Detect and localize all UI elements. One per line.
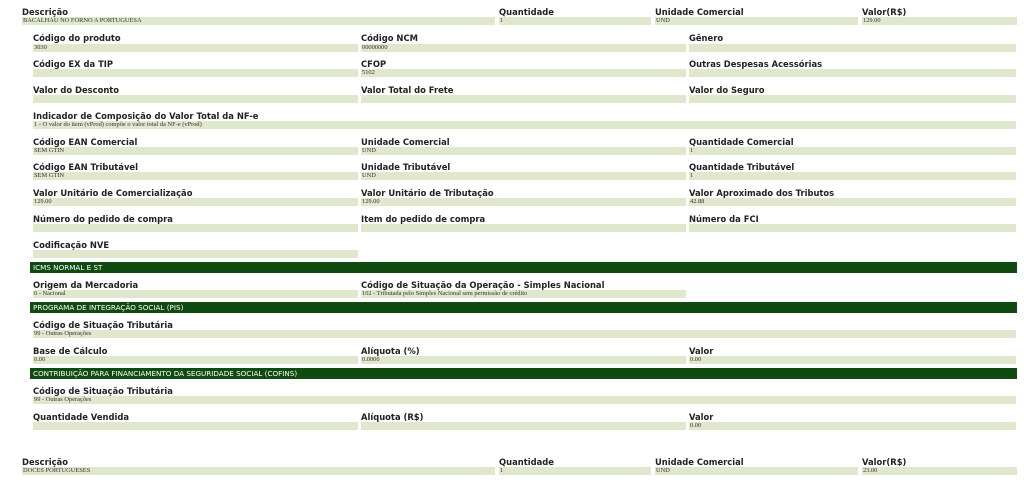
numero-fci-value xyxy=(689,224,1016,232)
valor-unit-comercializacao-value: 129.00 xyxy=(33,198,358,206)
codigo-produto-label: Código do produto xyxy=(33,33,121,43)
codificacao-nve-value xyxy=(33,250,358,258)
cofins-cst-value: 99 - Outras Operações xyxy=(33,396,1016,404)
item1-valor-value: 129.00 xyxy=(862,17,1017,25)
item1-header-valor: Valor(R$) xyxy=(862,7,907,17)
unidade-tributavel-value: UND xyxy=(361,172,686,180)
codigo-ncm-value: 00000000 xyxy=(361,44,686,52)
valor-frete-label: Valor Total do Frete xyxy=(361,85,454,95)
item2-header-quantidade: Quantidade xyxy=(499,457,554,467)
cfop-value: 5102 xyxy=(361,69,686,77)
quantidade-comercial-value: 1 xyxy=(689,147,1016,155)
cofins-section-header: CONTRIBUIÇÃO PARA FINANCIAMENTO DA SEGURIDADE SOCIAL (COFINS) xyxy=(30,368,1017,379)
item1-unidade-value: UND xyxy=(655,17,858,25)
quantidade-tributavel-label: Quantidade Tributável xyxy=(689,162,795,172)
valor-seguro-value xyxy=(689,95,1016,103)
numero-fci-label: Número da FCI xyxy=(689,214,759,224)
valor-seguro-label: Valor do Seguro xyxy=(689,85,765,95)
cofins-aliquota-label: Alíquota (R$) xyxy=(361,412,424,422)
valor-unit-comercializacao-label: Valor Unitário de Comercialização xyxy=(33,188,193,198)
item1-header-quantidade: Quantidade xyxy=(499,7,554,17)
genero-value xyxy=(689,44,1016,52)
ean-comercial-label: Código EAN Comercial xyxy=(33,137,138,147)
item2-header-descricao: Descrição xyxy=(22,457,68,467)
pis-cst-value: 99 - Outras Operações xyxy=(33,330,1016,338)
cofins-valor-label: Valor xyxy=(689,412,714,422)
valor-unit-tributacao-label: Valor Unitário de Tributação xyxy=(361,188,494,198)
item1-quantidade-value: 1 xyxy=(499,17,651,25)
item1-descricao-value: BACALHAU NO FORNO A PORTUGUESA xyxy=(22,17,495,25)
pis-aliquota-label: Alíquota (%) xyxy=(361,346,420,356)
situacao-operacao-value: 102 - Tributada pelo Simples Nacional sem permissão de crédito xyxy=(361,290,686,298)
valor-frete-value xyxy=(361,95,686,103)
numero-pedido-label: Número do pedido de compra xyxy=(33,214,173,224)
item-pedido-value xyxy=(361,224,686,232)
valor-desconto-value xyxy=(33,95,358,103)
item2-descricao-value: DOCES PORTUGUESES xyxy=(22,467,495,475)
item1-header-descricao: Descrição xyxy=(22,7,68,17)
ean-tributavel-value: SEM GTIN xyxy=(33,172,358,180)
item-pedido-label: Item do pedido de compra xyxy=(361,214,486,224)
pis-section-header: PROGRAMA DE INTEGRAÇÃO SOCIAL (PIS) xyxy=(30,302,1017,313)
indicador-composicao-value: 1 - O valor do item (vProd) compõe o valor total da NF-e (vProd) xyxy=(33,121,1016,129)
quantidade-tributavel-value: 1 xyxy=(689,172,1016,180)
valor-aprox-tributos-label: Valor Aproximado dos Tributos xyxy=(689,188,835,198)
ean-comercial-value: SEM GTIN xyxy=(33,147,358,155)
icms-section-header: ICMS NORMAL E ST xyxy=(30,262,1017,273)
valor-aprox-tributos-value: 42.88 xyxy=(689,198,1016,206)
situacao-operacao-label: Código de Situação da Operação - Simples Nacional xyxy=(361,280,605,290)
unidade-comercial-value: UND xyxy=(361,147,686,155)
item2-header-unidade: Unidade Comercial xyxy=(655,457,744,467)
origem-mercadoria-label: Origem da Mercadoria xyxy=(33,280,139,290)
numero-pedido-value xyxy=(33,224,358,232)
cofins-quantidade-value xyxy=(33,422,358,430)
unidade-tributavel-label: Unidade Tributável xyxy=(361,162,451,172)
item2-valor-value: 23.00 xyxy=(862,467,1017,475)
item2-quantidade-value: 1 xyxy=(499,467,651,475)
indicador-composicao-label: Indicador de Composição do Valor Total da NF-e xyxy=(33,111,259,121)
genero-label: Gênero xyxy=(689,33,724,43)
origem-mercadoria-value: 0 - Nacional xyxy=(33,290,358,298)
codigo-ex-tip-value xyxy=(33,69,358,77)
codigo-ncm-label: Código NCM xyxy=(361,33,418,43)
pis-cst-label: Código de Situação Tributária xyxy=(33,320,173,330)
quantidade-comercial-label: Quantidade Comercial xyxy=(689,137,794,147)
pis-aliquota-value: 0.0000 xyxy=(361,356,686,364)
codigo-produto-value: 3030 xyxy=(33,44,358,52)
cfop-label: CFOP xyxy=(361,59,387,69)
ean-tributavel-label: Código EAN Tributável xyxy=(33,162,138,172)
cofins-aliquota-value xyxy=(361,422,686,430)
cofins-cst-label: Código de Situação Tributária xyxy=(33,386,173,396)
cofins-valor-value: 0.00 xyxy=(689,422,1016,430)
cofins-quantidade-label: Quantidade Vendida xyxy=(33,412,129,422)
item2-header-valor: Valor(R$) xyxy=(862,457,907,467)
pis-base-label: Base de Cálculo xyxy=(33,346,108,356)
valor-desconto-label: Valor do Desconto xyxy=(33,85,120,95)
pis-valor-label: Valor xyxy=(689,346,714,356)
codificacao-nve-label: Codificação NVE xyxy=(33,240,110,250)
unidade-comercial-label: Unidade Comercial xyxy=(361,137,450,147)
item1-header-unidade: Unidade Comercial xyxy=(655,7,744,17)
codigo-ex-tip-label: Código EX da TIP xyxy=(33,59,114,69)
pis-base-value: 0.00 xyxy=(33,356,358,364)
item2-unidade-value: UND xyxy=(655,467,858,475)
pis-valor-value: 0.00 xyxy=(689,356,1016,364)
outras-despesas-label: Outras Despesas Acessórias xyxy=(689,59,823,69)
valor-unit-tributacao-value: 129.00 xyxy=(361,198,686,206)
outras-despesas-value xyxy=(689,69,1016,77)
